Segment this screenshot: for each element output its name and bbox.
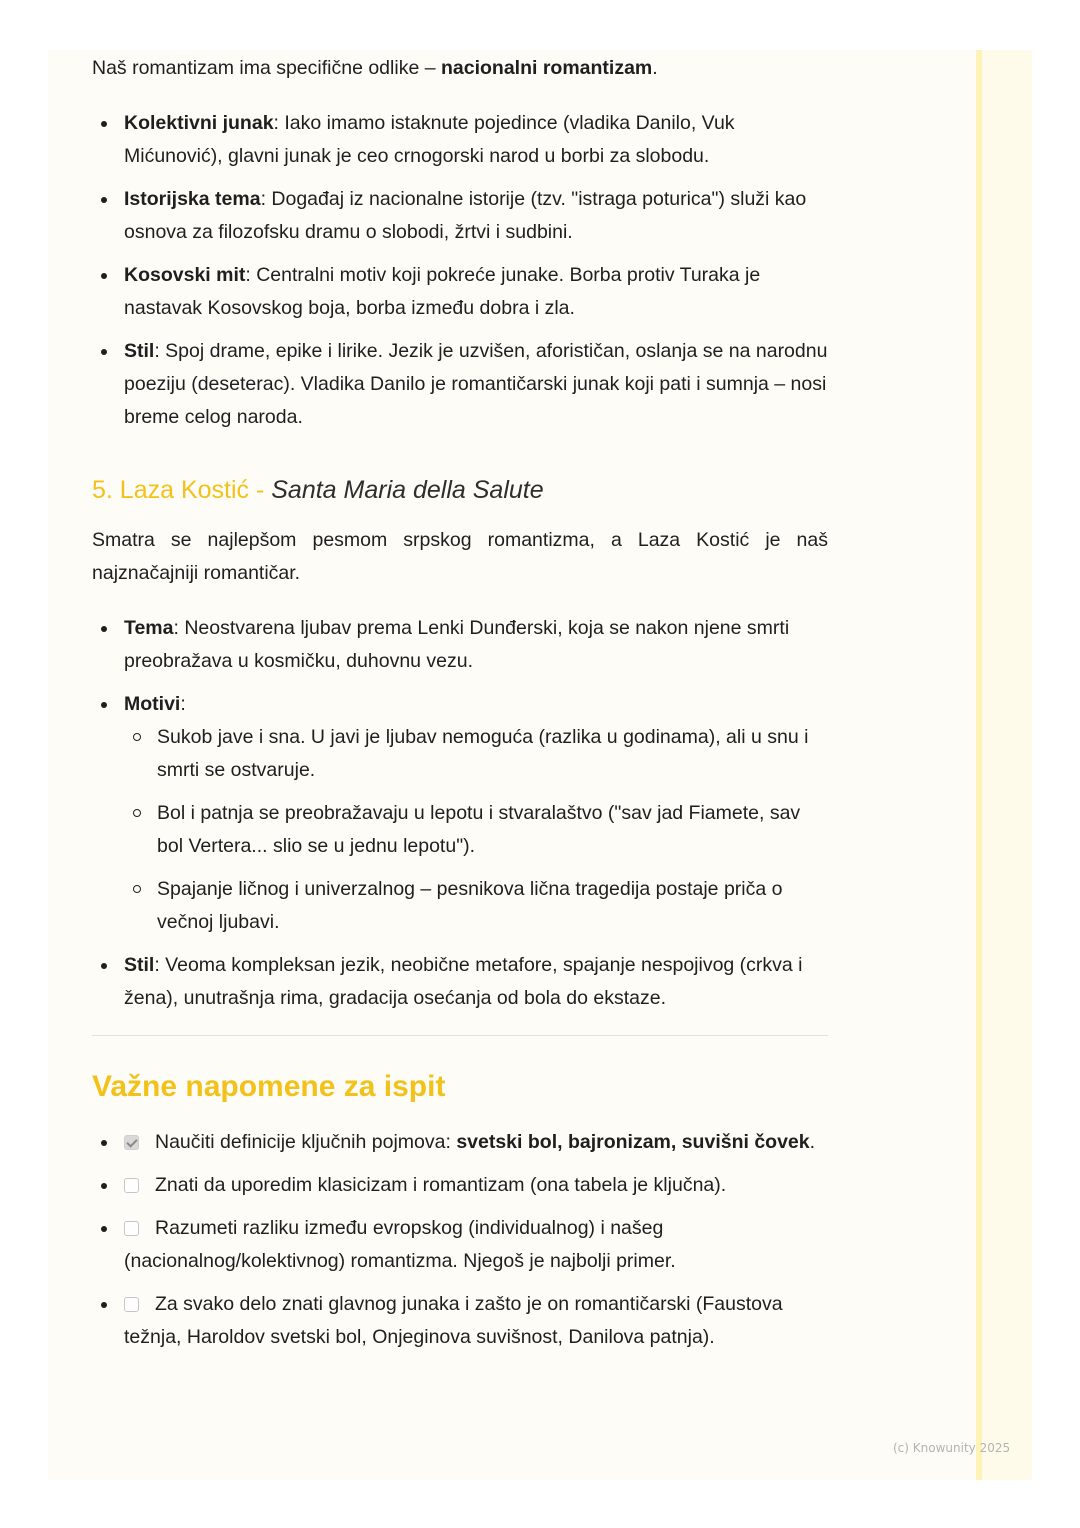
checkbox-checked-icon[interactable] (124, 1135, 139, 1150)
checkbox-icon[interactable] (124, 1297, 139, 1312)
list-item: Kosovski mit: Centralni motiv koji pokreće junake. Borba protiv Turaka je nastavak Kosovskog boja, borba između dobra i zla. (92, 259, 828, 325)
checklist-item: Razumeti razliku između evropskog (individualnog) i našeg (nacionalnog/kolektivnog) romantizma. Njegoš je najbolji primer. (92, 1212, 828, 1278)
sub-list-item: Sukob jave i sna. U javi je ljubav nemoguća (razlika u godinama), ali u snu i smrti se ostvaruje. (124, 721, 828, 787)
checklist-item: Za svako delo znati glavnog junaka i zašto je on romantičarski (Faustova težnja, Haroldov svetski bol, Onjeginova suvišnost, Danilova patnja). (92, 1288, 828, 1354)
copyright-footer: (c) Knowunity 2025 (893, 1441, 1011, 1455)
checklist-item: Znati da uporedim klasicizam i romantizam (ona tabela je ključna). (92, 1169, 828, 1202)
motivi-sublist (124, 721, 828, 939)
kostic-list (92, 612, 828, 1015)
njegos-features-list (92, 107, 828, 434)
sub-list-item: Bol i patnja se preobražavaju u lepotu i stvaralaštvo ("sav jad Fiamete, sav bol Vertera... slio se u jednu lepotu"). (124, 797, 828, 863)
section-heading-laza-kostic: 5. Laza Kostić - Santa Maria della Salute (92, 476, 544, 504)
section-divider (92, 1035, 828, 1036)
notes-heading: Važne napomene za ispit (92, 1070, 446, 1103)
list-item: Motivi: Sukob jave i sna. U javi je ljubav nemoguća (razlika u godinama), ali u snu i smrti se ostvaruje. Bol i patnja se preobražavaju u lepotu i stvaralaštvo ("sav jad Fiamete, sav bol Vertera... slio se u jednu lepotu"). Spajanje ličnog i univerzalnog – pesnikova lična tragedija postaje priča o večnoj ljubavi. (92, 688, 828, 939)
list-item: Stil: Veoma kompleksan jezik, neobične metafore, spajanje nespojivog (crkva i žena), unutrašnja rima, gradacija osećanja od bola do ekstaze. (92, 949, 828, 1015)
document-body (92, 52, 828, 1364)
list-item: Stil: Spoj drame, epike i lirike. Jezik je uzvišen, aforističan, oslanja se na narodnu poeziju (deseterac). Vladika Danilo je romantičarski junak koji pati i sumnja – nosi breme celog naroda. (92, 335, 828, 434)
list-item: Istorijska tema: Događaj iz nacionalne istorije (tzv. "istraga poturica") služi kao osnova za filozofsku dramu o slobodi, žrtvi i sudbini. (92, 183, 828, 249)
list-item: Kolektivni junak: Iako imamo istaknute pojedince (vladika Danilo, Vuk Mićunović), glavni junak je ceo crnogorski narod u borbi za slobodu. (92, 107, 828, 173)
list-item: Tema: Neostvarena ljubav prema Lenki Dunđerski, koja se nakon njene smrti preobražava u kosmičku, duhovnu vezu. (92, 612, 828, 678)
checkbox-icon[interactable] (124, 1178, 139, 1193)
exam-checklist (92, 1126, 828, 1354)
sub-list-item: Spajanje ličnog i univerzalnog – pesnikova lična tragedija postaje priča o večnoj ljubavi. (124, 873, 828, 939)
checklist-item: Naučiti definicije ključnih pojmova: svetski bol, bajronizam, suvišni čovek. (92, 1126, 828, 1159)
checkbox-icon[interactable] (124, 1221, 139, 1236)
margin-highlight (976, 50, 1032, 1480)
intro-paragraph: Naš romantizam ima specifične odlike – nacionalni romantizam. (92, 57, 658, 79)
margin-line (976, 50, 982, 1480)
section-paragraph: Smatra se najlepšom pesmom srpskog romantizma, a Laza Kostić je naš najznačajniji romantičar. (92, 529, 828, 584)
